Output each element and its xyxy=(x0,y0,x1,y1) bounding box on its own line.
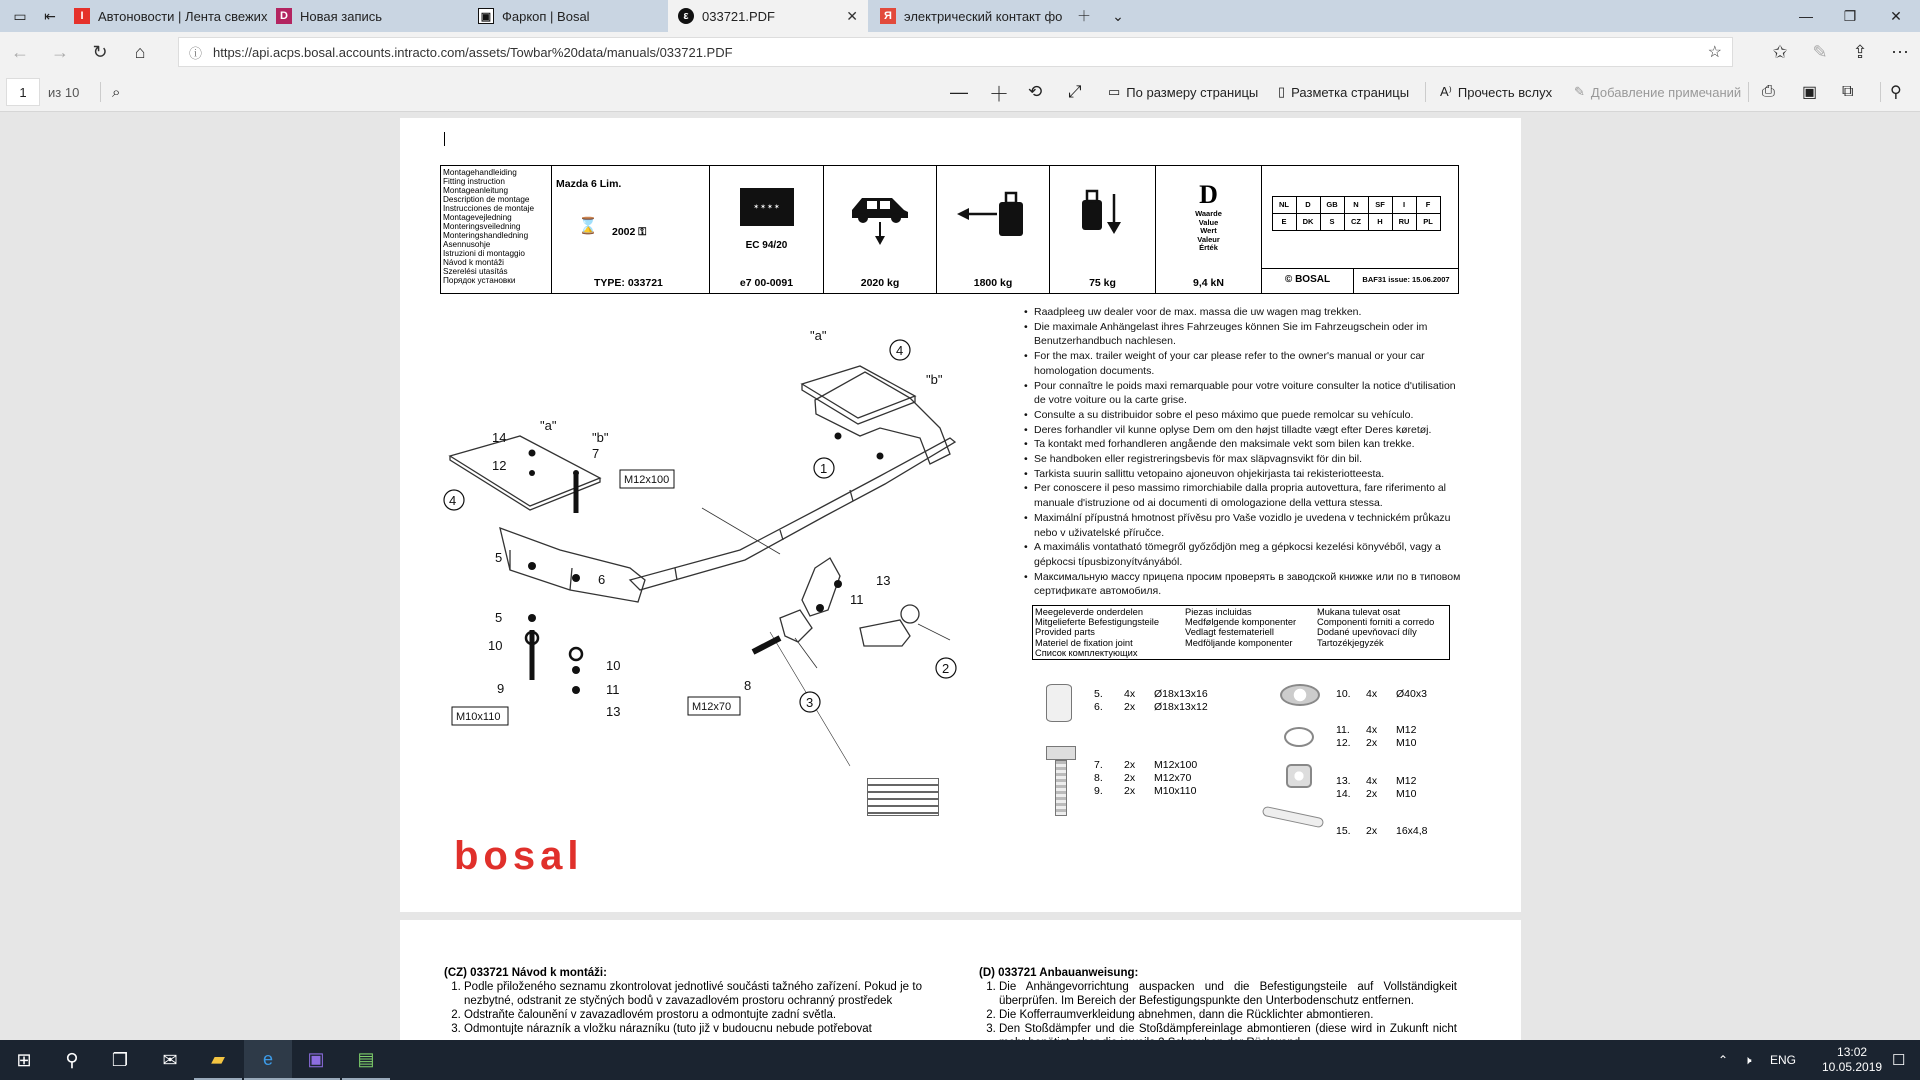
weight-note: • Tarkista suurin sallittu vetopaino ajoneuvon ohjekirjasta tai rekisteriotteesta. xyxy=(1024,467,1464,482)
legend-cell: Mukana tulevat osat xyxy=(1317,607,1401,617)
legend-cell: Tartozékjegyzék xyxy=(1317,637,1384,648)
part-cell: M12 xyxy=(1396,775,1417,787)
language-entry: Montagevejledning xyxy=(443,213,512,222)
weight-note: • Se handboken eller registreringsbevis för max släpvagnsvikt för din bil. xyxy=(1024,452,1464,467)
part-cell: 12. xyxy=(1336,737,1351,749)
label-m12x70: M12x70 xyxy=(692,701,732,713)
country-code: DK xyxy=(1296,213,1321,231)
parts-left-list xyxy=(1094,688,1224,798)
callout-5-upper: 5 xyxy=(495,550,503,565)
clock[interactable] xyxy=(1822,1040,1882,1080)
part-row xyxy=(1094,688,1224,701)
legend-cell: Dodané upevňovací díly xyxy=(1317,627,1417,638)
label-b-right: "b" xyxy=(926,372,943,387)
vertical-value: 75 kg xyxy=(1089,277,1116,289)
page-layout-icon: ▯ xyxy=(1278,84,1286,99)
hourglass-icon: ⌛ xyxy=(578,218,598,235)
callout-10-left: 10 xyxy=(488,638,503,653)
part-cell: 6. xyxy=(1094,701,1103,713)
read-aloud-button[interactable] xyxy=(1440,80,1552,104)
add-notes-button[interactable] xyxy=(1574,80,1741,104)
spacer-icon xyxy=(1046,684,1072,722)
part-row xyxy=(1336,688,1466,701)
cz-instructions xyxy=(444,966,922,1036)
part-cell: 14. xyxy=(1336,788,1351,800)
part-cell: 4x xyxy=(1366,775,1378,787)
part-row xyxy=(1336,737,1466,750)
d-title: (D) 033721 Anbauanweisung: xyxy=(979,967,1139,979)
pdf-page-2 xyxy=(400,920,1521,1040)
trailer-value: 1800 kg xyxy=(973,277,1013,289)
right-plate-shape xyxy=(802,366,915,418)
model-name: Mazda 6 Lim. xyxy=(556,178,622,190)
part-cell: Ø18x13x12 xyxy=(1154,701,1208,713)
languages-list xyxy=(443,168,549,285)
trailer-load-icon xyxy=(955,190,1031,240)
favorites-icon[interactable]: ✩ xyxy=(1772,41,1788,62)
pdf-page-1 xyxy=(400,118,1521,912)
tabs-aside-icon[interactable]: ⇤ xyxy=(44,7,56,24)
part-row xyxy=(1336,775,1466,788)
d-letter: D xyxy=(1199,180,1218,209)
fit-page-button[interactable] xyxy=(1108,80,1258,104)
cz-title: (CZ) 033721 Návod k montáži: xyxy=(444,967,607,979)
save-as-icon[interactable]: ⧉ xyxy=(1842,83,1854,100)
legend-cell xyxy=(1185,648,1317,658)
tab-label: Автоновости | Лента свежих xyxy=(98,8,268,24)
weight-note: • For the max. trailer weight of your car please refer to the owner's manual or your car homologation documents. xyxy=(1024,349,1464,378)
bosal-logo: bosal xyxy=(454,834,584,878)
add-notes-icon: ✎ xyxy=(1574,84,1585,99)
label-b-left: "b" xyxy=(592,430,609,445)
callout-3: 3 xyxy=(806,695,814,710)
part-cell: 2x xyxy=(1124,785,1136,797)
pen-icon[interactable]: ✎ xyxy=(1812,41,1828,62)
country-code: PL xyxy=(1416,213,1441,231)
legend-cell: Meegeleverde onderdelen xyxy=(1035,607,1144,617)
weight-note: • Raadpleeg uw dealer voor de max. massa die uw wagen mag trekken. xyxy=(1024,305,1464,320)
country-row xyxy=(1272,196,1440,213)
back-icon[interactable]: ← xyxy=(11,41,29,62)
part-row xyxy=(1336,788,1466,801)
d-step: 1. Die Anhängevorrichtung auspacken und die Befestigungsteile auf Vollständigkeit überprüfen. Im Bereich der Befestigungspunkte den Unterbodenschutz entfernen. xyxy=(999,980,1457,1008)
language-entry: Montagehandleiding xyxy=(443,168,517,177)
callout-11-right: 11 xyxy=(850,592,864,607)
callout-2: 2 xyxy=(942,661,950,676)
type-label-sticker xyxy=(867,778,939,816)
d-value: 9,4 kN xyxy=(1193,277,1224,289)
part-cell: M10 xyxy=(1396,788,1417,800)
notifications-icon[interactable]: ☐ xyxy=(1892,1052,1906,1069)
parts-right-list xyxy=(1336,688,1466,838)
eu-flag-icon: ✶✶✶✶ xyxy=(740,188,794,226)
legend-row xyxy=(1035,648,1447,658)
part-cell: 16x4,8 xyxy=(1396,825,1428,837)
pdf-toolbar xyxy=(0,72,1920,112)
callout-7: 7 xyxy=(592,446,600,461)
pin-toolbar-icon[interactable]: ⚲ xyxy=(1890,84,1902,101)
part-cell: 2x xyxy=(1366,737,1378,749)
part-cell: Ø18x13x16 xyxy=(1154,688,1208,700)
url-text: https://api.acps.bosal.accounts.intracto.com/assets/Towbar%20data/manuals/033721.PDF xyxy=(213,44,733,60)
url-input[interactable] xyxy=(178,37,1733,67)
weight-note: • Ta kontakt med forhandleren angående den maksimale vekt som bilen kan trekke. xyxy=(1024,437,1464,452)
d-label-entry: Valeur xyxy=(1197,234,1220,244)
weight-note: • Deres forhandler vil kunne oplyse Dem om den højst tilladte vægt efter Deres køretøj. xyxy=(1024,423,1464,438)
text-cursor xyxy=(444,132,445,146)
tab-pdf[interactable] xyxy=(668,0,868,32)
languages-cell xyxy=(441,166,552,294)
callout-11-left: 11 xyxy=(606,682,620,697)
search-taskbar-icon[interactable]: ⚲ xyxy=(65,1049,79,1070)
year-label xyxy=(612,226,646,239)
address-bar-row xyxy=(0,32,1920,72)
language-entry: Порядок установки xyxy=(443,276,516,285)
cz-step: 2. Odstraňte čalounění v zavazadlovém prostoru a odmontujte zadní světla. xyxy=(464,1008,922,1022)
cz-list xyxy=(444,980,922,1036)
countries-grid xyxy=(1272,196,1440,230)
copyright: © BOSAL xyxy=(1262,268,1354,293)
rotate-icon[interactable]: ⟲ xyxy=(1028,82,1043,101)
d-label-entry: Waarde xyxy=(1195,209,1222,218)
country-code: E xyxy=(1272,213,1297,231)
windows-start-icon[interactable]: ⊞ xyxy=(16,1049,32,1070)
print-icon[interactable]: ⎙ xyxy=(1762,83,1775,100)
tab-label: Фаркоп | Bosal xyxy=(502,8,590,24)
weight-note: • Максимальную массу прицепа просим проверять в заводской книжке или по в типовом сертификате автомобиля. xyxy=(1024,570,1464,599)
read-aloud-label: Прочесть вслух xyxy=(1457,84,1553,100)
weight-notes-list xyxy=(1024,305,1464,599)
spreadsheet-app-icon[interactable]: ▤ xyxy=(342,1040,390,1080)
label-a-left: "a" xyxy=(540,418,557,433)
save-icon[interactable]: ▣ xyxy=(1802,84,1818,101)
floppy-app-icon[interactable]: ▣ xyxy=(292,1040,340,1080)
callout-5-lower: 5 xyxy=(495,610,503,625)
callout-14: 14 xyxy=(492,430,507,445)
country-code: F xyxy=(1416,196,1441,214)
page-layout-label: Разметка страницы xyxy=(1291,84,1410,100)
new-post-favicon-icon: D xyxy=(276,8,292,24)
part-row xyxy=(1336,724,1466,737)
part-cell: 4x xyxy=(1366,688,1378,700)
d-label-entry: Wert xyxy=(1200,226,1217,235)
towbar-diagram xyxy=(440,318,1000,738)
page-number-input[interactable] xyxy=(6,78,40,106)
add-notes-label: Добавление примечаний xyxy=(1590,84,1742,100)
ec-cell xyxy=(710,166,824,294)
home-icon[interactable]: ⌂ xyxy=(134,41,146,62)
d-labels xyxy=(1158,210,1259,253)
tab-label: электрический контакт фо xyxy=(904,8,1063,24)
part-row xyxy=(1094,759,1224,772)
rivet-icon xyxy=(1262,806,1325,829)
part-row xyxy=(1094,785,1224,798)
yandex-favicon-icon: Я xyxy=(880,8,896,24)
legend-row xyxy=(1035,617,1447,627)
part-cell: M10x110 xyxy=(1154,785,1197,797)
label-m12x100: M12x100 xyxy=(624,474,670,486)
tray-chevron-icon[interactable]: ⌃ xyxy=(1718,1053,1729,1067)
weight-note: • Die maximale Anhängelast ihres Fahrzeuges können Sie im Fahrzeugschein oder im Benutzerhandbuch nachlesen. xyxy=(1024,320,1464,349)
crossbar-shape xyxy=(630,438,955,590)
task-view-icon[interactable]: ❐ xyxy=(111,1049,129,1070)
page-number: 1 xyxy=(19,84,27,100)
part-cell: M10 xyxy=(1396,737,1417,749)
clock-date: 10.05.2019 xyxy=(1822,1060,1883,1074)
legend-cell: Materiel de fixation joint xyxy=(1035,637,1133,648)
header-table xyxy=(440,165,1459,294)
zoom-out-icon[interactable]: — xyxy=(950,81,968,102)
country-code: H xyxy=(1368,213,1393,231)
new-tab-icon[interactable]: ＋ xyxy=(1077,8,1091,24)
language-entry: Monteringshandledning xyxy=(443,231,529,240)
model-cell xyxy=(552,166,710,294)
legend-cell: Piezas incluidas xyxy=(1185,607,1252,617)
part-cell: 11. xyxy=(1336,724,1350,736)
language-entry: Fitting instruction xyxy=(443,177,505,186)
part-cell: Ø40x3 xyxy=(1396,688,1427,700)
callout-4-right: 4 xyxy=(896,343,904,358)
d-step: 3. Den Stoßdämpfer und die Stoßdämpfereinlage abmontieren (diese wird in Zukunft nicht xyxy=(999,1022,1457,1050)
legend-cell: Medfølgende komponenter xyxy=(1185,617,1297,628)
legend-cell: Vedlagt festemateriell xyxy=(1185,627,1274,638)
language-indicator[interactable]: ENG xyxy=(1770,1053,1797,1067)
coupling-shape xyxy=(860,620,910,646)
tab-new-post[interactable] xyxy=(266,0,466,32)
mass-value: 2020 kg xyxy=(860,277,900,289)
legend-cell xyxy=(1317,648,1447,658)
callout-13-right: 13 xyxy=(876,573,891,588)
close-window-icon[interactable]: ✕ xyxy=(1890,7,1902,24)
part-cell: 8. xyxy=(1094,772,1103,784)
mail-icon[interactable]: ✉ xyxy=(162,1049,178,1070)
autonews-favicon-icon: I xyxy=(74,8,90,24)
ec-label: EC 94/20 xyxy=(745,240,788,251)
part-cell: M12 xyxy=(1396,724,1417,736)
fit-page-icon: ▭ xyxy=(1108,84,1121,99)
clock-time: 13:02 xyxy=(1837,1045,1868,1059)
vertical-load-icon xyxy=(1080,188,1128,240)
part-cell: 2x xyxy=(1124,701,1136,713)
part-cell: 2x xyxy=(1366,825,1378,837)
callout-12: 12 xyxy=(492,458,507,473)
callout-9: 9 xyxy=(497,681,505,696)
taskbar xyxy=(0,1040,1920,1080)
legend-cell: Mitgelieferte Befestigungsteile xyxy=(1035,617,1160,628)
language-entry: Szerelési utasítás xyxy=(443,267,508,276)
bosal-favicon-icon: ▣ xyxy=(478,8,494,24)
part-cell: 4x xyxy=(1366,724,1378,736)
trailer-cell xyxy=(937,166,1050,294)
language-entry: Montageanleitung xyxy=(443,186,509,195)
edge-browser-icon[interactable]: e xyxy=(244,1040,292,1080)
search-icon[interactable]: ⌕ xyxy=(112,83,121,101)
part-cell: 2x xyxy=(1124,759,1136,771)
language-entry: Monteringsveiledning xyxy=(443,222,521,231)
page-layout-button[interactable] xyxy=(1278,80,1409,104)
country-code: GB xyxy=(1320,196,1345,214)
zoom-in-icon[interactable]: ＋ xyxy=(989,83,1009,106)
refresh-icon[interactable]: ↻ xyxy=(92,41,108,62)
car-mass-icon xyxy=(848,188,912,246)
d-step: 2. Die Kofferraumverkleidung abnehmen, dann die Rücklichter abmontieren. xyxy=(999,1008,1457,1022)
country-row xyxy=(1272,213,1440,230)
parts-legend xyxy=(1032,605,1450,660)
tab-label: 033721.PDF xyxy=(702,8,775,24)
weight-note: • Per conoscere il peso massimo rimorchiabile dalla propria autovettura, fare riferimento al manuale d'istruzione od ai documenti di omologazione della vettura stessa. xyxy=(1024,481,1464,510)
tab-list-chevron-icon[interactable]: ⌄ xyxy=(1112,7,1124,24)
nut-icon xyxy=(1286,764,1312,788)
country-code: RU xyxy=(1392,213,1417,231)
tab-label: Новая запись xyxy=(300,8,383,24)
year: 2002 xyxy=(612,226,636,238)
part-row xyxy=(1094,701,1224,714)
type-label: TYPE: 033721 xyxy=(594,277,663,289)
part-cell: 7. xyxy=(1094,759,1103,771)
forward-icon[interactable]: → xyxy=(51,41,69,62)
callout-4-left: 4 xyxy=(449,493,457,508)
tab-autonews[interactable] xyxy=(64,0,268,32)
legend-cell: Список комплектующих xyxy=(1035,647,1138,658)
issue-label: BAF31 issue: 15.06.2007 xyxy=(1354,268,1458,293)
vertical-cell xyxy=(1050,166,1156,294)
tab-search[interactable] xyxy=(870,0,1070,32)
minimize-icon[interactable]: — xyxy=(1799,8,1813,24)
legend-cell: Provided parts xyxy=(1035,627,1095,638)
country-code: CZ xyxy=(1344,213,1369,231)
cz-step: 3. Odmontujte nárazník a vložku nárazníku (tuto již v budoucnu nebude potřebovat xyxy=(464,1022,922,1036)
country-code: N xyxy=(1344,196,1369,214)
bolt-icon xyxy=(1046,746,1076,816)
weight-note: • Pour connaître le poids maxi remarquable pour votre voiture consulter la notice d'utilisation de votre voiture ou la carte grise. xyxy=(1024,379,1464,408)
callout-6: 6 xyxy=(598,572,606,587)
left-bracket-shape xyxy=(500,528,645,602)
part-cell: 10. xyxy=(1336,688,1351,700)
washer-icon xyxy=(1280,684,1320,706)
part-cell: M12x70 xyxy=(1154,772,1192,784)
part-row xyxy=(1336,825,1466,838)
callout-10-right: 10 xyxy=(606,658,621,673)
countries-cell xyxy=(1262,166,1459,294)
pdf-favicon-icon: ε xyxy=(678,8,694,24)
file-explorer-icon[interactable]: ▰ xyxy=(194,1040,242,1080)
part-row xyxy=(1094,772,1224,785)
mass-cell xyxy=(824,166,937,294)
close-tab-icon[interactable]: ✕ xyxy=(846,7,858,24)
part-cell: M12x100 xyxy=(1154,759,1198,771)
language-entry: Instrucciones de montaje xyxy=(443,204,535,213)
favorite-star-icon[interactable]: ☆ xyxy=(1707,44,1722,61)
cz-step: 1. Podle přiloženého seznamu zkontrolovat jednotlivé součásti tažného zařízení. Pokud je to nezbytné, odstranit ze styčných bodů v zavazadlovém prostoru ochranný prostředek xyxy=(464,980,922,1008)
fit-page-label: По размеру страницы xyxy=(1126,84,1259,100)
read-aloud-icon: A⁾ xyxy=(1440,84,1452,99)
callout-8: 8 xyxy=(744,678,752,693)
part-cell: 5. xyxy=(1094,688,1103,700)
callout-13-left: 13 xyxy=(606,704,621,719)
legend-row xyxy=(1035,607,1447,617)
page-count: из 10 xyxy=(48,84,80,100)
part-cell: 13. xyxy=(1336,775,1351,787)
part-cell: 15. xyxy=(1336,825,1351,837)
restore-icon[interactable]: ❐ xyxy=(1843,7,1857,24)
part-cell: 2x xyxy=(1366,788,1378,800)
legend-row xyxy=(1035,638,1447,648)
callout-1: 1 xyxy=(820,461,828,476)
d-value-cell xyxy=(1156,166,1262,294)
part-cell: 4x xyxy=(1124,688,1136,700)
d-instructions xyxy=(979,966,1457,1050)
d-label-entry: Value xyxy=(1198,217,1219,227)
label-a-right: "a" xyxy=(810,328,827,343)
share-icon[interactable]: ⇪ xyxy=(1852,41,1868,62)
language-entry: Návod k montáži xyxy=(443,258,504,267)
legend-cell: Medföljande komponenter xyxy=(1185,637,1293,648)
spring-washer-icon xyxy=(1284,727,1314,747)
part-cell: 9. xyxy=(1094,785,1103,797)
label-m10x110: M10x110 xyxy=(456,711,501,723)
tab-bar xyxy=(0,0,1920,32)
legend-cell: Componenti forniti a corredo xyxy=(1317,617,1435,628)
country-code: NL xyxy=(1272,196,1297,214)
language-entry: Description de montage xyxy=(443,195,530,204)
language-entry: Istruzioni di montaggio xyxy=(443,249,525,258)
country-code: S xyxy=(1320,213,1345,231)
approval-number: e7 00-0091 xyxy=(739,277,794,289)
fullscreen-icon[interactable]: ⤢ xyxy=(1068,82,1082,101)
legend-row xyxy=(1035,627,1447,637)
d-label-entry: Érték xyxy=(1199,243,1218,252)
tab-actions-icon[interactable]: ▭ xyxy=(13,7,27,24)
country-code: SF xyxy=(1368,196,1393,214)
country-code: D xyxy=(1296,196,1321,214)
language-entry: Asennusohje xyxy=(443,240,491,249)
volume-icon[interactable]: 🕨 xyxy=(1744,1052,1752,1067)
weight-note: • Maximální přípustná hmotnost přívěsu pro Vaše vozidlo je uvedena v technickém průkazu nebo v uživatelské příručce. xyxy=(1024,511,1464,540)
car-key-icon: ⚿ xyxy=(638,226,647,238)
info-icon[interactable]: ⓘ xyxy=(189,45,203,61)
more-icon[interactable]: ⋯ xyxy=(1891,41,1909,62)
weight-note: • A maximális vontatható tömegről győződjön meg a gépkocsi kezelési könyvéből, vagy a gépkocsi típusbizonyítványából. xyxy=(1024,540,1464,569)
tab-bosal[interactable] xyxy=(468,0,668,32)
country-code: I xyxy=(1392,196,1417,214)
part-cell: 2x xyxy=(1124,772,1136,784)
weight-note: • Consulte a su distribuidor sobre el peso máximo que puede remolcar su vehículo. xyxy=(1024,408,1464,423)
